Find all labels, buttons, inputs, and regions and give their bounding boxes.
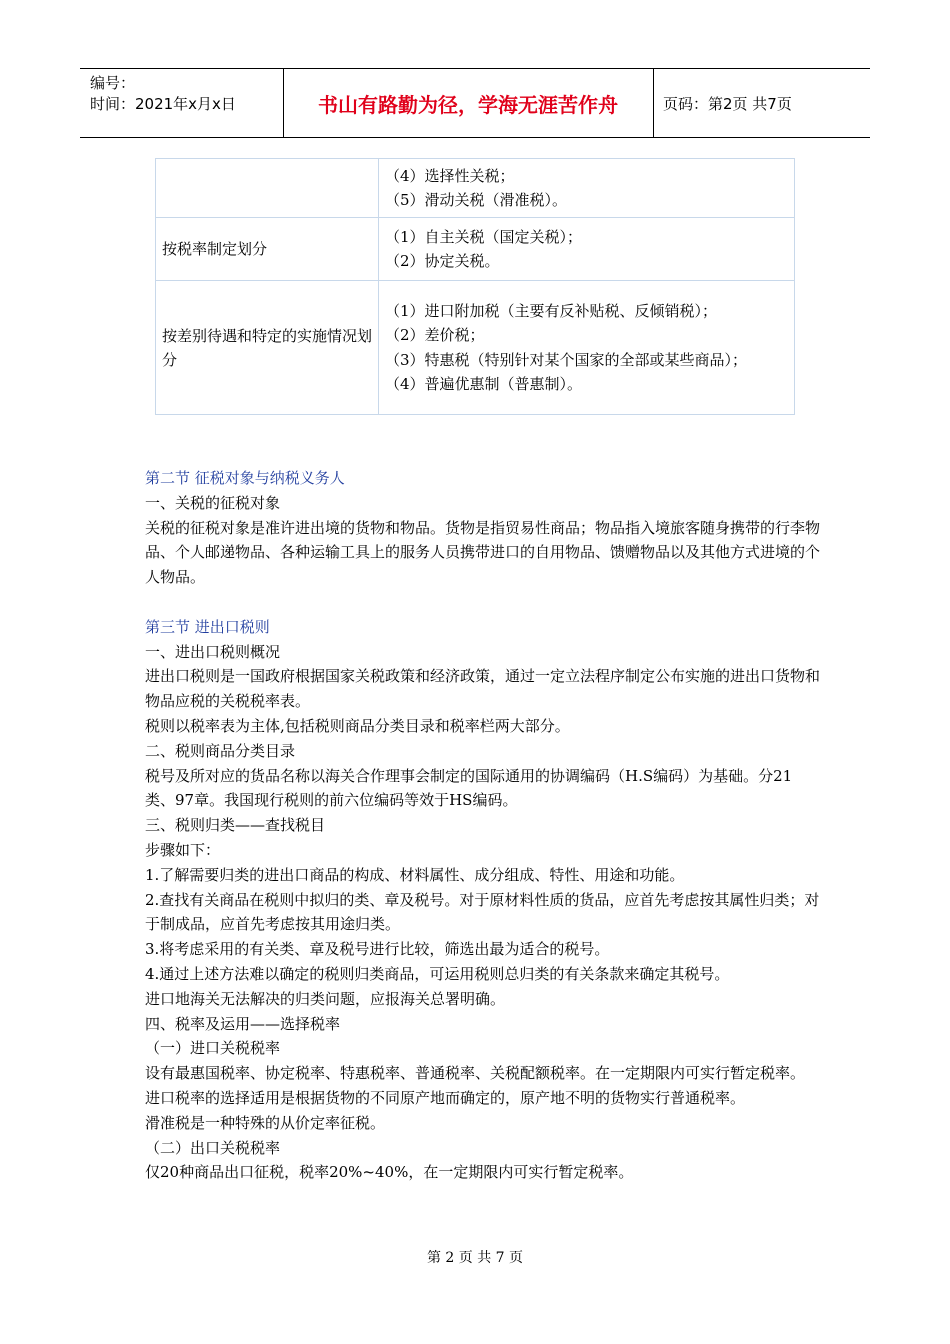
table-item: （5）滑动关税（滑准税）。: [385, 191, 568, 209]
page-header: [80, 68, 870, 138]
table-item: （2）协定关税。: [385, 252, 500, 270]
time-label: 时间：2021年x月x日: [90, 95, 236, 113]
subheading: （二）出口关税税率: [145, 1138, 281, 1157]
subheading: 三、税则归类——查找税目: [145, 816, 326, 835]
spacer: [145, 590, 820, 615]
section-heading: 第三节 进出口税则: [145, 617, 270, 636]
paragraph: 设有最惠国税率、协定税率、特惠税率、普通税率、关税配额税率。在一定期限内可实行暂定税率。: [145, 1064, 806, 1083]
paragraph: 税号及所对应的货品名称以海关合作理事会制定的国际通用的协调编码（H.S编码）为基础。分21类、97章。我国现行税则的前六位编码等效于HS编码。: [145, 766, 793, 810]
step-item: 1.了解需要归类的进出口商品的构成、材料属性、成分组成、特性、用途和功能。: [145, 865, 685, 884]
subheading: 四、税率及运用——选择税率: [145, 1014, 341, 1033]
document-body: [145, 466, 820, 1185]
table-category-cell: 按税率制定划分: [156, 218, 379, 281]
table-category-cell: [156, 159, 379, 218]
paragraph: 进出口税则是一国政府根据国家关税政策和经济政策，通过一定立法程序制定公布实施的进出口货物和物品应税的关税税率表。: [145, 667, 821, 711]
section-heading: 第二节 征税对象与纳税义务人: [145, 469, 345, 487]
table-row: [156, 159, 795, 218]
step-item: 4.通过上述方法难以确定的税则归类商品，可运用税则总归类的有关条款来确定其税号。: [145, 964, 730, 983]
paragraph: 滑准税是一种特殊的从价定率征税。: [145, 1113, 386, 1132]
table-row: [156, 218, 795, 281]
table-item: （3）特惠税（特别针对某个国家的全部或某些商品）；: [385, 350, 748, 369]
table-item: （4）普遍优惠制（普惠制）。: [385, 375, 583, 393]
step-item: 3.将考虑采用的有关类、章及税号进行比较，筛选出最为适合的税号。: [145, 940, 610, 959]
table-item: （1）进口附加税（主要有反补贴税、反倾销税）；: [385, 301, 718, 320]
paragraph: 关税的征税对象是准许进出境的货物和物品。货物是指贸易性商品；物品指入境旅客随身携带的行李物品、个人邮递物品、各种运输工具上的服务人员携带进口的自用物品、馈赠物品以及其他方式进境的个人物品。: [145, 518, 821, 587]
tariff-classification-table: [155, 158, 795, 415]
table-items-cell: [379, 159, 795, 218]
paragraph: 步骤如下：: [145, 840, 221, 859]
subheading: 一、进出口税则概况: [145, 642, 281, 661]
table-item: （2）差价税；: [385, 326, 485, 344]
table-item: （1）自主关税（国定关税）；: [385, 227, 583, 246]
paragraph: 进口地海关无法解决的归类问题，应报海关总署明确。: [145, 989, 506, 1008]
subheading: 一、关税的征税对象: [145, 493, 281, 512]
table-item: （4）选择性关税；: [385, 166, 515, 185]
table-category-cell: 按差别待遇和特定的实施情况划分: [156, 281, 379, 415]
table-row: [156, 281, 795, 415]
subheading: （一）进口关税税率: [145, 1039, 281, 1058]
header-divider: [653, 69, 654, 137]
header-motto: 书山有路勤为径，学海无涯苦作舟: [318, 93, 618, 117]
paragraph: 进口税率的选择适用是根据货物的不同原产地而确定的，原产地不明的货物实行普通税率。: [145, 1088, 746, 1107]
page-footer: 第 2 页 共 7 页: [426, 1250, 524, 1266]
table-items-cell: [379, 218, 795, 281]
paragraph: 仅20种商品出口征税，税率20%~40%，在一定期限内可实行暂定税率。: [145, 1163, 634, 1182]
number-label: 编号：: [90, 74, 136, 92]
header-page-label: 页码：第2页 共7页: [663, 95, 792, 113]
paragraph: 税则以税率表为主体,包括税则商品分类目录和税率栏两大部分。: [145, 716, 570, 735]
step-item: 2.查找有关商品在税则中拟归的类、章及税号。对于原材料性质的货品，应首先考虑按其属性归类；对于制成品，应首先考虑按其用途归类。: [145, 890, 820, 934]
header-meta: [90, 73, 236, 115]
subheading: 二、税则商品分类目录: [145, 741, 296, 760]
table-items-cell: [379, 281, 795, 415]
